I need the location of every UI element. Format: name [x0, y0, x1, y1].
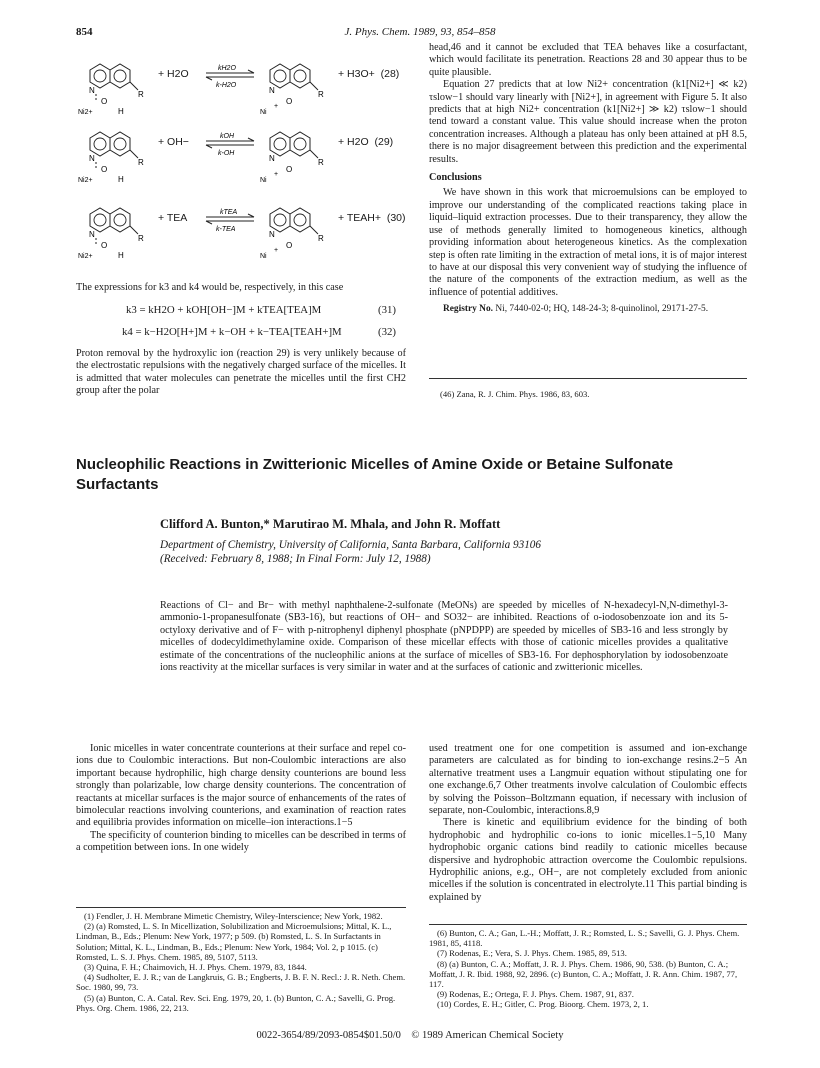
svg-text:O: O	[101, 165, 108, 174]
abstract: Reactions of Cl− and Br− with methyl naphthalene-2-sulfonate (MeONs) are speeded by micelles of N-hexadecyl-N,N-dimethyl-3-ammonio-1-propanesulfonate (SB3-16), but reactions of OH− and SO32− are inhibited. Reactions of o-iodosobenzoate ion and its 5-octyloxy derivative and of F− with p-nitrophenyl diphenyl phosphate (pNPDPP) are speeded by micelles of SB3-16 and less strongly by micelles of dodecyldimethylamine oxide. Comparison of these micellar effects with those of cationic micelles provides a qualitative estimate of the concentrations of the nucleophilic anions at the surface of micelles of SB3-16. For dephosphorylation by iodosobenzoate ions reactivity at the micellar surfaces is very similar in water and at the surfaces of cationic and zwitterionic micelles.	[160, 600, 728, 674]
registry-numbers: Registry No. Ni, 7440-02-0; HQ, 148-24-3; 8-quinolinol, 29171-27-5.	[443, 304, 709, 315]
svg-text:R: R	[318, 90, 324, 99]
paragraph: Ionic micelles in water concentrate counterions at their surface and repel co-ions due to Coulombic interactions. But non-Coulombic interactions are also important because hydrophilic, high charge density counterions are bound less strongly than polarizable, low charge density counterions. The concentration of reactants at micellar surfaces is the major source of enhancements of the rates of bimolecular reactions involving counterions, and examination of reaction rates and equilibria provides information on micelle–ion interactions.1−5	[76, 743, 406, 829]
footnote: (6) Bunton, C. A.; Gan, L.-H.; Moffatt, J. R.; Romsted, L. S.; Savelli, G. J. Phys. Chem. 1981, 85, 4118.	[429, 928, 740, 949]
svg-text:H: H	[118, 107, 124, 116]
quinolinol-ni-structure	[76, 200, 156, 262]
footnote: (8) (a) Bunton, C. A.; Moffatt, J. R. J. Phys. Chem. 1986, 90, 538. (b) Bunton, C. A.; Moffatt, J. R. Ibid. 1988, 92, 2896. (c) Bunton, C. A.; Moffatt, J. R. Ann. Chim. 1987, 77, 117.	[429, 958, 738, 990]
equilibrium-arrow-icon	[204, 62, 256, 88]
svg-text:O: O	[286, 97, 293, 106]
svg-text:Ni2+: Ni2+	[78, 177, 93, 184]
equilibrium-arrow-icon	[204, 130, 256, 156]
body-left	[76, 743, 406, 855]
paragraph: We have shown in this work that microemulsions can be employed to improve our understanding of the complicated reactions taking place in liquid–liquid extraction processes. Due to their transparency, they allow the use of methods generally limited to homogeneous kinetics, although providing information about heterogeneous kinetics. As the complexation step is often rate limiting in the extraction of metal ions, it is of major interest to have at our disposal this very convenient way of studying the influence of the nature of the components of the extraction medium, as well as the influence of potential additives.	[429, 187, 747, 298]
footnote-46: (46) Zana, R. J. Chim. Phys. 1986, 83, 603.	[440, 389, 590, 399]
quinolinol-ni-product-structure	[256, 200, 336, 262]
journal-header: J. Phys. Chem. 1989, 93, 854–858	[344, 26, 496, 38]
footnote-rule	[76, 907, 406, 908]
footnotes-left	[76, 911, 406, 1013]
footnote: (2) (a) Romsted, L. S. In Micellization, Solubilization and Microemulsions; Mittal, K. L., Lindman, B., Eds.; Plenum: New York, 1977; p 509. (b) Romsted, L. S. In Surfactants in Solution; Mittal, K. L., Lindman, B., Eds.; Plenum: New York, 1984; Vol. 2, p 1015. (c) Romsted, L. S. J. Phys. Chem. 1985, 89, 5107, 5113.	[76, 921, 392, 962]
reaction-30	[76, 200, 406, 262]
svg-text:+: +	[274, 247, 279, 254]
svg-text:H: H	[118, 251, 124, 260]
svg-text:k-H2O: k-H2O	[216, 82, 237, 88]
page-number: 854	[76, 26, 93, 38]
svg-text:+: +	[274, 171, 279, 178]
footnote: (9) Rodenas, E.; Ortega, F. J. Phys. Chem. 1987, 91, 837.	[437, 989, 634, 1000]
equilibrium-arrow-icon	[204, 206, 256, 232]
reactant: + OH−	[158, 136, 189, 148]
svg-text:Ni: Ni	[260, 253, 267, 260]
svg-text:kOH: kOH	[220, 133, 234, 140]
svg-text:Ni2+: Ni2+	[78, 253, 93, 260]
footnote-rule	[429, 378, 747, 379]
product: + H3O+ (28)	[338, 68, 400, 80]
svg-text:+: +	[274, 103, 279, 110]
svg-text:N: N	[89, 154, 95, 163]
svg-text:O: O	[101, 97, 108, 106]
svg-text:R: R	[318, 158, 324, 167]
svg-text:O: O	[101, 241, 108, 250]
quinolinol-ni-structure	[76, 56, 156, 118]
svg-text:Ni: Ni	[260, 109, 267, 116]
equation-32-number: (32)	[378, 326, 396, 338]
svg-text:R: R	[138, 158, 144, 167]
paragraph: used treatment one for one competition is assumed and ion-exchange parameters are calculated as for binding to ion-exchange resins.2−5 An alternative treatment uses a Langmuir equation without stipulating one for one exchange.6,7 Other treatments involve calculation of Coulombic effects by solving the Poisson–Boltzmann equation, if necessary with inclusion of separate, non-Coulombic, interactions.8,9	[429, 743, 747, 817]
svg-text:kH2O: kH2O	[218, 65, 236, 72]
reaction-28	[76, 56, 406, 118]
svg-text:k-OH: k-OH	[218, 150, 235, 156]
paragraph: There is kinetic and equilibrium evidence for the binding of both hydrophobic and hydrophilic co-ions to ionic micelles.1−5,10 Many hydrophobic organic cations bind readily to cationic micelles because dispersive and hydrophobic attraction overcome the Coulombic repulsions. Hydrophilic anions, e.g., OH−, are not completely excluded from anionic micelles if the solution is concentrated in electrolyte.11 This partial binding is explained by	[429, 817, 747, 903]
publication-code: 0022-3654/89/2093-0854$01.50/0	[256, 1030, 401, 1041]
svg-text:Ni2+: Ni2+	[78, 109, 93, 116]
quinolinol-ni-product-structure	[256, 56, 336, 118]
footnote: (1) Fendler, J. H. Membrane Mimetic Chemistry, Wiley-Interscience; New York, 1982.	[84, 911, 383, 921]
footnote: (3) Quina, F. H.; Chaimovich, H. J. Phys. Chem. 1979, 83, 1844.	[84, 962, 307, 973]
footnote: (4) Sudholter, E. J. R.; van de Langkruis, G. B.; Engberts, J. B. F. N. Recl.: J. R. Neth. Chem. Soc. 1980, 99, 73.	[76, 972, 406, 993]
svg-text:Ni: Ni	[260, 177, 267, 184]
left-paragraph: Proton removal by the hydroxylic ion (reaction 29) is very unlikely because of the electrostatic repulsions with the negatively charged surface of the micelles. It is admitted that water molecules can penetrate the micelles until the first CH2 group after the polar	[76, 348, 406, 397]
svg-text:R: R	[138, 234, 144, 243]
paragraph: head,46 and it cannot be excluded that TEA behaves like a cosurfactant, which would facilitate its penetration. Reactions 28 and 30 appear thus to be quite plausible.	[429, 42, 747, 78]
svg-text:kTEA: kTEA	[220, 209, 238, 216]
expressions-intro: The expressions for k3 and k4 would be, respectively, in this case	[76, 282, 344, 293]
svg-text:N: N	[89, 230, 95, 239]
paragraph: The specificity of counterion binding to micelles can be described in terms of a competition between ions. In one widely	[76, 829, 406, 854]
svg-text:N: N	[269, 230, 275, 239]
equation-31-number: (31)	[378, 304, 396, 316]
svg-text:H: H	[118, 175, 124, 184]
reaction-29	[76, 124, 406, 186]
svg-text:R: R	[318, 234, 324, 243]
footnote: (10) Cordes, E. H.; Gitler, C. Prog. Bioorg. Chem. 1973, 2, 1.	[437, 999, 649, 1010]
svg-text:R: R	[138, 90, 144, 99]
body-right	[429, 743, 747, 904]
svg-text:O: O	[286, 165, 293, 174]
footnotes-right	[429, 928, 747, 1010]
paragraph: Equation 27 predicts that at low Ni2+ concentration (k1[Ni2+] ≪ k2) τslow−1 should vary linearly with [Ni2+], in agreement with Figure 5. It also predicts that at high Ni2+ concentration (k1[Ni2+] ≫ k2) τslow−1 should tend toward a constant value. This value should increase when the proton concentration increases. Although a plateau has only been attained at pH 8.5, there is no major disagreement between this prediction and the experimental results.	[429, 79, 747, 165]
right-column	[429, 42, 747, 316]
equation-32: k4 = k−H2O[H+]M + k−OH + k−TEA[TEAH+]M	[122, 326, 342, 338]
product: + TEAH+ (30)	[338, 212, 406, 224]
footnote: (7) Rodenas, E.; Vera, S. J. Phys. Chem. 1985, 89, 513.	[437, 948, 627, 959]
affiliation: Department of Chemistry, University of California, Santa Barbara, California 93106 (Received: February 8, 1988; In Final Form: July 12, 1988)	[160, 539, 541, 565]
reactant: + H2O	[158, 68, 189, 80]
copyright: © 1989 American Chemical Society	[411, 1030, 564, 1041]
page-footer	[0, 1030, 820, 1041]
reactant: + TEA	[158, 212, 188, 224]
quinolinol-ni-product-structure	[256, 124, 336, 186]
equation-31: k3 = kH2O + kOH[OH−]M + kTEA[TEA]M	[126, 304, 322, 316]
svg-text:N: N	[269, 154, 275, 163]
article-authors: Clifford A. Bunton,* Marutirao M. Mhala, and John R. Moffatt	[160, 517, 501, 531]
svg-text:O: O	[286, 241, 293, 250]
conclusions-heading: Conclusions	[429, 172, 482, 184]
svg-text:N: N	[269, 86, 275, 95]
footnote-rule	[429, 924, 747, 925]
quinolinol-ni-structure	[76, 124, 156, 186]
product: + H2O (29)	[338, 136, 394, 148]
article-title: Nucleophilic Reactions in Zwitterionic Micelles of Amine Oxide or Betaine Sulfonate Surfactants	[76, 456, 674, 493]
svg-text:N: N	[89, 86, 95, 95]
svg-text:k-TEA: k-TEA	[216, 226, 236, 232]
footnote: (5) (a) Bunton, C. A. Catal. Rev. Sci. Eng. 1979, 20, 1. (b) Bunton, C. A.; Savelli, G. Prog. Phys. Org. Chem. 1986, 22, 213.	[76, 992, 396, 1013]
